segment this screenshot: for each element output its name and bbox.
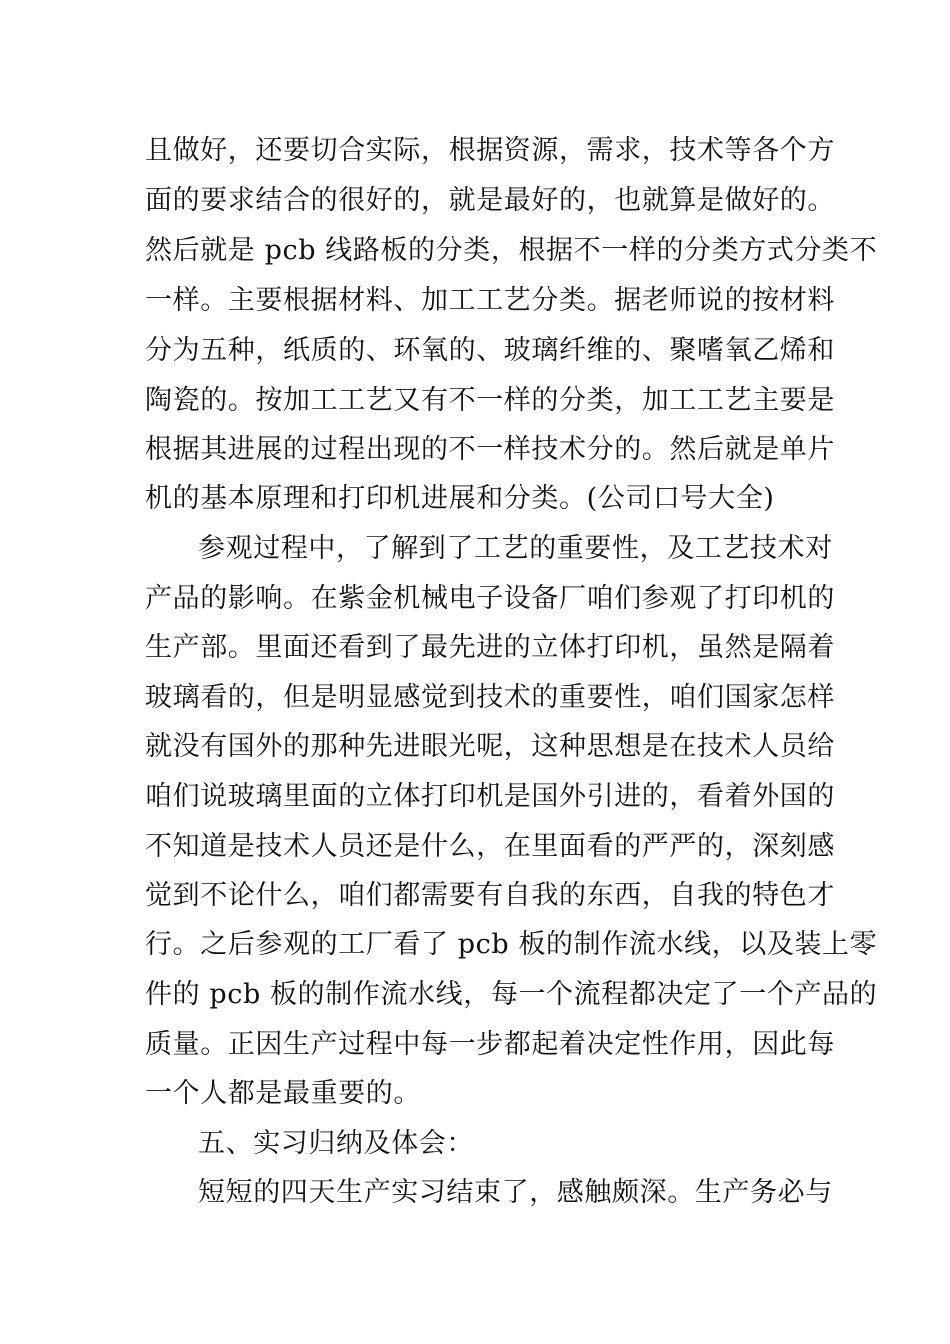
text-line-11: 生产部。里面还看到了最先进的立体打印机，虽然是隔着	[145, 632, 835, 663]
text-line-3: 然后就是 pcb 线路板的分类，根据不一样的分类方式分类不	[145, 235, 878, 266]
text-line-13: 就没有国外的那种先进眼光呢，这种思想是在技术人员给	[145, 731, 835, 762]
text-line-16: 觉到不论什么，咱们都需要有自我的东西，自我的特色才	[145, 880, 835, 911]
text-line-20: 一个人都是最重要的。	[145, 1078, 421, 1109]
section-heading: 五、实习归纳及体会：	[198, 1128, 474, 1159]
text-line-19: 质量。正因生产过程中每一步都起着决定性作用，因此每	[145, 1029, 835, 1060]
text-line-14: 咱们说玻璃里面的立体打印机是国外引进的，看着外国的	[145, 781, 835, 812]
text-line-1: 且做好，还要切合实际，根据资源，需求，技术等各个方	[145, 135, 835, 166]
paragraph-start-line-2: 短短的四天生产实习结束了，感触颇深。生产务必与	[198, 1177, 833, 1208]
paragraph-start-line: 参观过程中，了解到了工艺的重要性，及工艺技术对	[198, 533, 833, 564]
text-line-12: 玻璃看的，但是明显感觉到技术的重要性，咱们国家怎样	[145, 682, 835, 713]
text-line-17: 行。之后参观的工厂看了 pcb 板的制作流水线，以及装上零	[145, 929, 878, 960]
text-line-6: 陶瓷的。按加工工艺又有不一样的分类，加工工艺主要是	[145, 385, 835, 416]
text-line-7: 根据其进展的过程出现的不一样技术分的。然后就是单片	[145, 434, 835, 465]
text-line-15: 不知道是技术人员还是什么，在里面看的严严的，深刻感	[145, 831, 835, 862]
text-line-2: 面的要求结合的很好的，就是最好的，也就算是做好的。	[145, 185, 835, 216]
text-line-18: 件的 pcb 板的制作流水线，每一个流程都决定了一个产品的	[145, 979, 878, 1010]
text-line-5: 分为五种，纸质的、环氧的、玻璃纤维的、聚嗜氧乙烯和	[145, 335, 835, 366]
text-line-4: 一样。主要根据材料、加工工艺分类。据老师说的按材料	[145, 285, 835, 316]
text-line-8: 机的基本原理和打印机进展和分类。(公司口号大全)	[145, 483, 775, 514]
text-line-10: 产品的影响。在紫金机械电子设备厂咱们参观了打印机的	[145, 583, 835, 614]
